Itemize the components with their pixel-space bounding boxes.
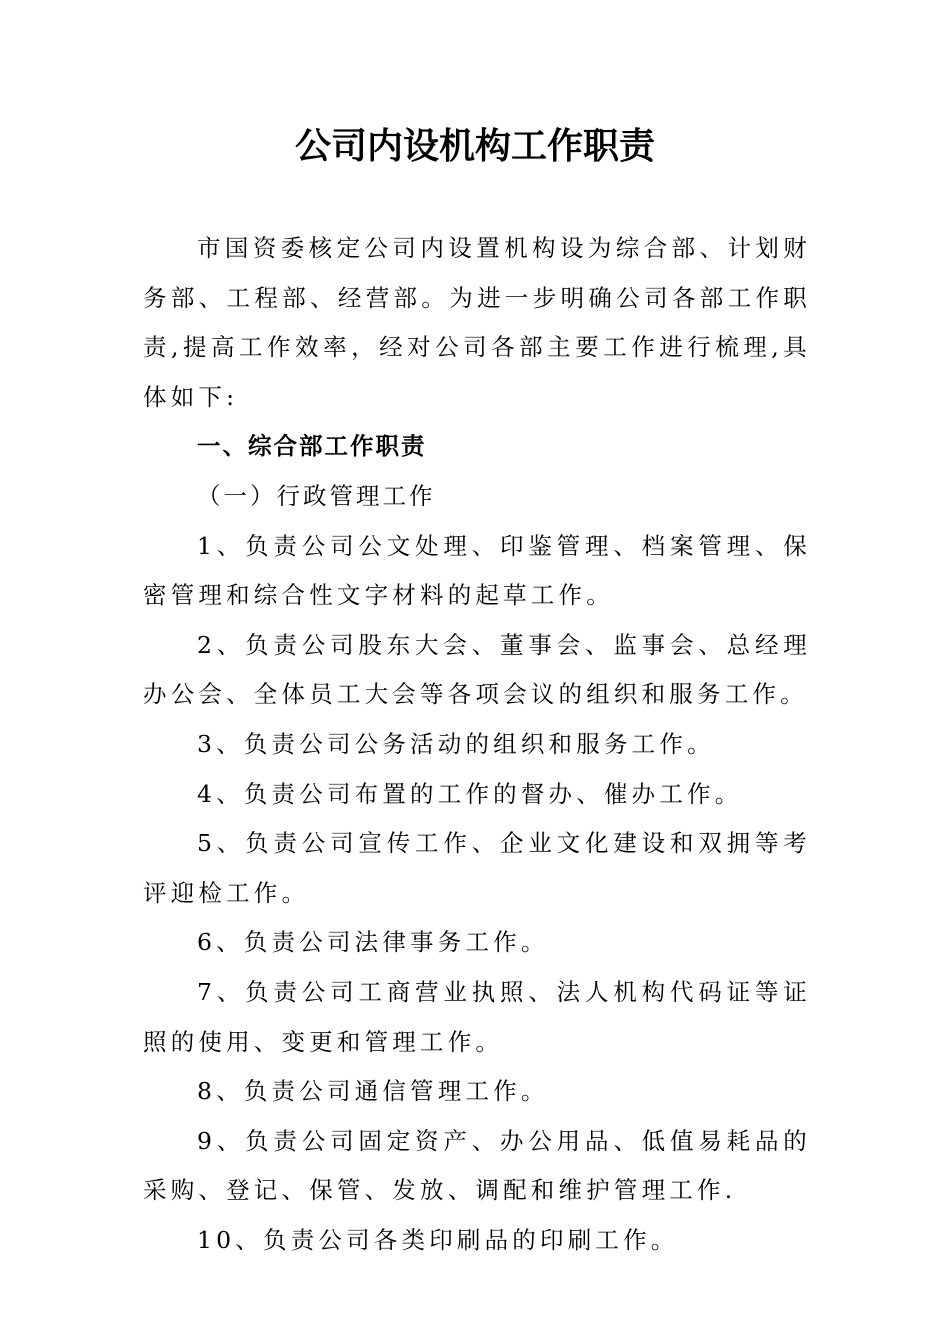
document-title: 公司内设机构工作职责 bbox=[294, 126, 655, 167]
list-item: 9、负责公司固定资产、办公用品、低值易耗品的采购、登记、保管、发放、调配和维护管理工作. bbox=[143, 1126, 811, 1205]
list-item: 8、负责公司通信管理工作。 bbox=[197, 1077, 549, 1106]
section-heading: 一、综合部工作职责 bbox=[197, 432, 427, 461]
list-item: 5、负责公司宣传工作、企业文化建设和双拥等考评迎检工作。 bbox=[143, 829, 811, 907]
list-item: 10、负责公司各类印刷品的印刷工作。 bbox=[197, 1225, 679, 1254]
document-body bbox=[143, 224, 811, 1265]
list-item: 7、负责公司工商营业执照、法人机构代码证等证照的使用、变更和管理工作。 bbox=[143, 977, 811, 1056]
list-item: 1、负责公司公文处理、印鉴管理、档案管理、保密管理和综合性文字材料的起草工作。 bbox=[143, 531, 811, 610]
section-subheading: （一）行政管理工作 bbox=[197, 481, 436, 510]
intro-paragraph: 市国资委核定公司内设置机构设为综合部、计划财务部、工程部、经营部。为进一步明确公司各部工作职责,提高工作效率，经对公司各部主要工作进行梳理,具体如下: bbox=[143, 234, 811, 411]
list-item: 3、负责公司公务活动的组织和服务工作。 bbox=[197, 729, 715, 758]
list-item: 4、负责公司布置的工作的督办、催办工作。 bbox=[197, 779, 743, 808]
list-item: 6、负责公司法律事务工作。 bbox=[197, 928, 549, 957]
list-item: 2、负责公司股东大会、董事会、监事会、总经理办公会、全体员工大会等各项会议的组织和服务工作。 bbox=[143, 630, 811, 709]
